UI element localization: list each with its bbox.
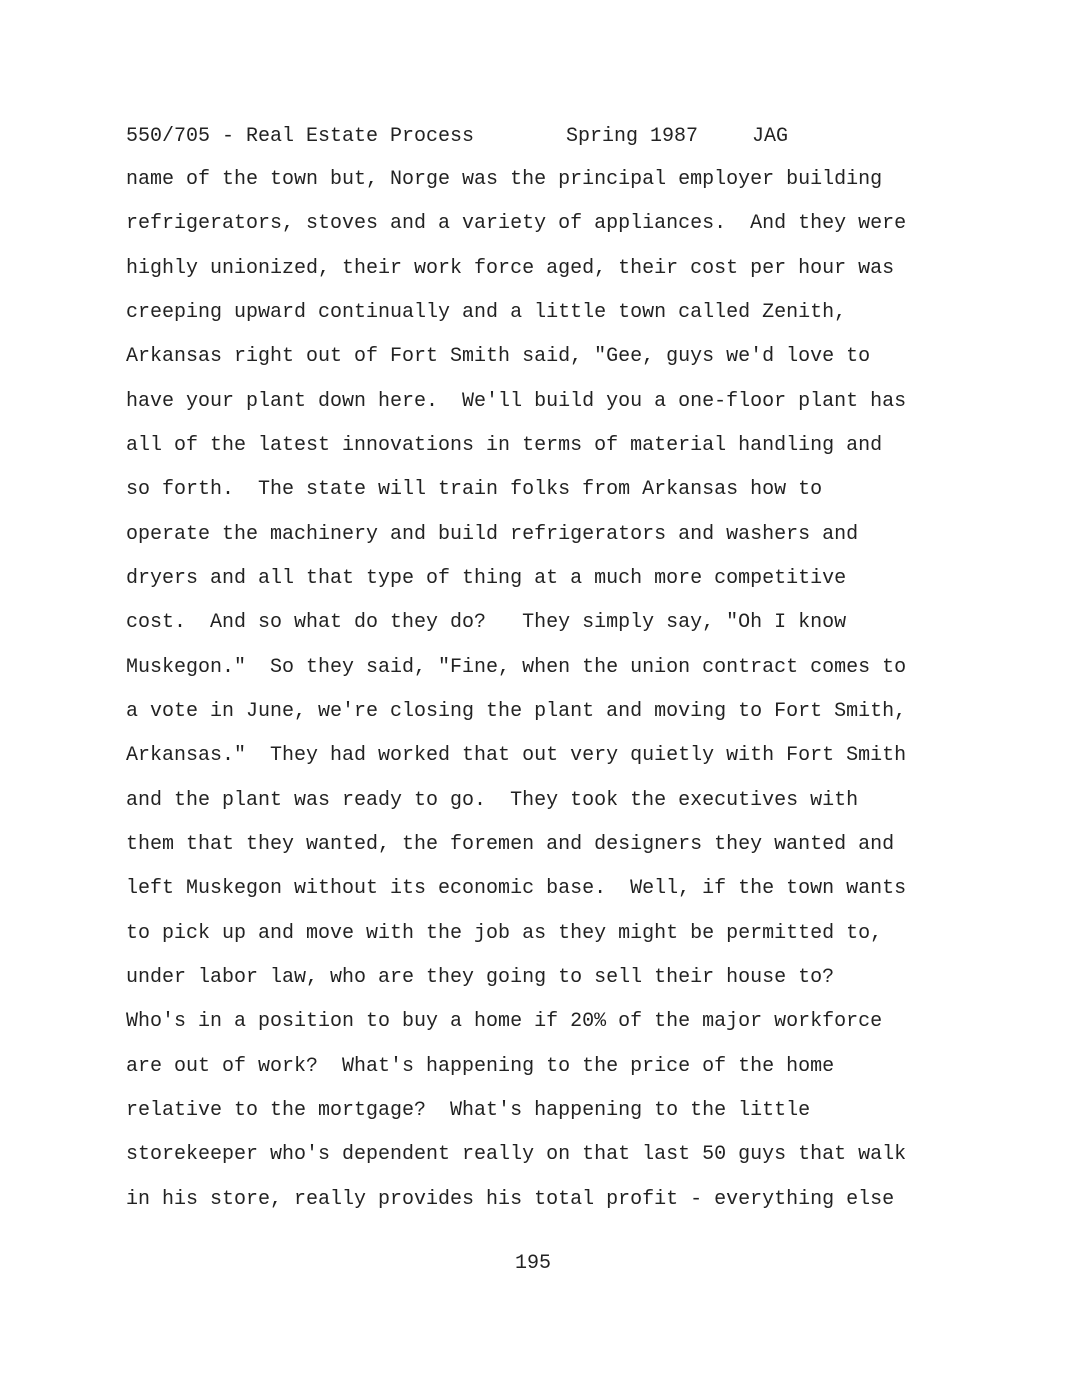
text-line: Who's in a position to buy a home if 20% of the major workforce	[126, 1010, 883, 1034]
text-line: creeping upward continually and a little town called Zenith,	[126, 300, 847, 324]
page-number: 195	[514, 1252, 551, 1275]
text-line: under labor law, who are they going to sell their house to?	[126, 965, 835, 989]
text-line: them that they wanted, the foremen and designers they wanted and	[126, 832, 895, 856]
text-line: left Muskegon without its economic base. Well, if the town wants	[126, 877, 907, 901]
text-line: all of the latest innovations in terms of material handling and	[126, 433, 883, 457]
text-line: Arkansas right out of Fort Smith said, "Gee, guys we'd love to	[126, 345, 871, 369]
text-line: Muskegon." So they said, "Fine, when the union contract comes to	[126, 655, 907, 679]
course-title: 550/705 - Real Estate Process	[126, 125, 475, 148]
text-line: storekeeper who's dependent really on that last 50 guys that walk	[126, 1143, 907, 1167]
text-line: refrigerators, stoves and a variety of appliances. And they were	[126, 212, 907, 236]
author-initials: JAG	[752, 125, 789, 148]
text-line: in his store, really provides his total profit - everything else	[126, 1187, 895, 1211]
page-header	[126, 122, 789, 152]
term: Spring 1987	[566, 125, 699, 148]
text-line: name of the town but, Norge was the principal employer building	[126, 168, 883, 191]
transcript-body	[126, 165, 906, 1229]
text-line: relative to the mortgage? What's happening to the little	[126, 1098, 811, 1122]
text-line: have your plant down here. We'll build you a one-floor plant has	[126, 389, 907, 413]
text-line: operate the machinery and build refrigerators and washers and	[126, 522, 859, 546]
text-line: a vote in June, we're closing the plant and moving to Fort Smith,	[126, 699, 907, 723]
text-line: so forth. The state will train folks from Arkansas how to	[126, 478, 823, 502]
text-line: Arkansas." They had worked that out very quietly with Fort Smith	[126, 744, 907, 768]
text-line: cost. And so what do they do? They simply say, "Oh I know	[126, 611, 847, 635]
text-line: and the plant was ready to go. They took the executives with	[126, 788, 859, 812]
text-line: are out of work? What's happening to the price of the home	[126, 1054, 835, 1078]
text-line: to pick up and move with the job as they might be permitted to,	[126, 921, 883, 945]
text-line: dryers and all that type of thing at a much more competitive	[126, 566, 847, 590]
text-line: highly unionized, their work force aged, their cost per hour was	[126, 256, 895, 280]
